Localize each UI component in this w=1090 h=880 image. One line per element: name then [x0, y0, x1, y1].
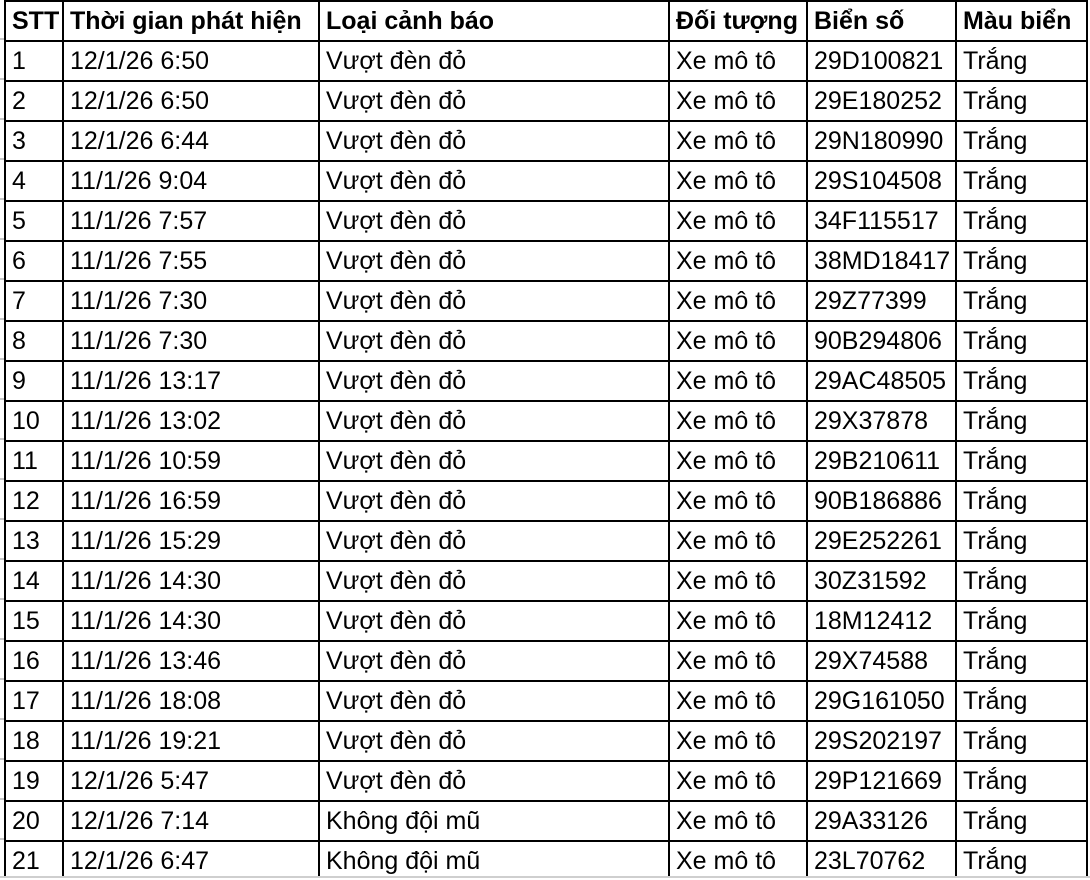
header-cell-warning_type[interactable]: Loại cảnh báo [319, 1, 669, 41]
cell-stt[interactable]: 17 [5, 681, 63, 721]
cell-object[interactable]: Xe mô tô [669, 441, 807, 481]
cell-plate[interactable]: 29B210611 [807, 441, 956, 481]
cell-stt[interactable]: 11 [5, 441, 63, 481]
cell-plate[interactable]: 29S104508 [807, 161, 956, 201]
cell-stt[interactable]: 15 [5, 601, 63, 641]
cell-plate[interactable]: 29A33126 [807, 801, 956, 841]
cell-warning_type[interactable]: Vượt đèn đỏ [319, 441, 669, 481]
cell-plate_color[interactable]: Trắng [956, 601, 1087, 641]
cell-detected_time[interactable]: 11/1/26 7:30 [63, 281, 319, 321]
cell-plate_color[interactable]: Trắng [956, 201, 1087, 241]
cell-stt[interactable]: 5 [5, 201, 63, 241]
cell-stt[interactable]: 1 [5, 41, 63, 81]
header-cell-plate[interactable]: Biển số [807, 1, 956, 41]
cell-warning_type[interactable]: Vượt đèn đỏ [319, 601, 669, 641]
cell-detected_time[interactable]: 11/1/26 13:02 [63, 401, 319, 441]
cell-object[interactable]: Xe mô tô [669, 841, 807, 880]
cell-warning_type[interactable]: Vượt đèn đỏ [319, 481, 669, 521]
cell-detected_time[interactable]: 11/1/26 7:57 [63, 201, 319, 241]
header-cell-object[interactable]: Đối tượng [669, 1, 807, 41]
cell-detected_time[interactable]: 11/1/26 7:30 [63, 321, 319, 361]
table-row [5, 761, 1087, 801]
cell-object[interactable]: Xe mô tô [669, 281, 807, 321]
cell-plate_color[interactable]: Trắng [956, 241, 1087, 281]
cell-detected_time[interactable]: 12/1/26 7:14 [63, 801, 319, 841]
cell-detected_time[interactable]: 11/1/26 15:29 [63, 521, 319, 561]
cell-plate[interactable]: 29S202197 [807, 721, 956, 761]
cell-object[interactable]: Xe mô tô [669, 361, 807, 401]
cell-plate[interactable]: 29Z77399 [807, 281, 956, 321]
cell-stt[interactable]: 19 [5, 761, 63, 801]
cell-detected_time[interactable]: 11/1/26 7:55 [63, 241, 319, 281]
cell-object[interactable]: Xe mô tô [669, 201, 807, 241]
cell-plate_color[interactable]: Trắng [956, 481, 1087, 521]
cell-stt[interactable]: 12 [5, 481, 63, 521]
cell-plate_color[interactable]: Trắng [956, 361, 1087, 401]
cell-plate[interactable]: 90B186886 [807, 481, 956, 521]
cell-plate_color[interactable]: Trắng [956, 521, 1087, 561]
cell-object[interactable]: Xe mô tô [669, 801, 807, 841]
cell-plate[interactable]: 18M12412 [807, 601, 956, 641]
cell-plate[interactable]: 29E252261 [807, 521, 956, 561]
cell-object[interactable]: Xe mô tô [669, 81, 807, 121]
cell-warning_type[interactable]: Vượt đèn đỏ [319, 161, 669, 201]
table-body [5, 41, 1087, 880]
cell-plate_color[interactable]: Trắng [956, 681, 1087, 721]
table-row [5, 601, 1087, 641]
cell-stt[interactable]: 18 [5, 721, 63, 761]
cell-detected_time[interactable]: 12/1/26 6:50 [63, 41, 319, 81]
cell-warning_type[interactable]: Vượt đèn đỏ [319, 721, 669, 761]
cell-warning_type[interactable]: Vượt đèn đỏ [319, 121, 669, 161]
header-row [5, 1, 1087, 41]
cell-object[interactable]: Xe mô tô [669, 41, 807, 81]
cell-plate_color[interactable]: Trắng [956, 401, 1087, 441]
table-row [5, 161, 1087, 201]
cell-warning_type[interactable]: Vượt đèn đỏ [319, 361, 669, 401]
cell-plate[interactable]: 29AC48505 [807, 361, 956, 401]
cell-plate_color[interactable]: Trắng [956, 81, 1087, 121]
cell-object[interactable]: Xe mô tô [669, 601, 807, 641]
cell-plate[interactable]: 29N180990 [807, 121, 956, 161]
cell-plate[interactable]: 29X74588 [807, 641, 956, 681]
cell-plate[interactable]: 34F115517 [807, 201, 956, 241]
cell-stt[interactable]: 9 [5, 361, 63, 401]
cell-object[interactable]: Xe mô tô [669, 761, 807, 801]
cell-stt[interactable]: 16 [5, 641, 63, 681]
cell-warning_type[interactable]: Vượt đèn đỏ [319, 241, 669, 281]
cell-plate_color[interactable]: Trắng [956, 41, 1087, 81]
cell-warning_type[interactable]: Vượt đèn đỏ [319, 521, 669, 561]
cell-warning_type[interactable]: Vượt đèn đỏ [319, 81, 669, 121]
cell-plate_color[interactable]: Trắng [956, 161, 1087, 201]
cell-plate_color[interactable]: Trắng [956, 801, 1087, 841]
cell-plate[interactable]: 29P121669 [807, 761, 956, 801]
cell-stt[interactable]: 10 [5, 401, 63, 441]
table-row [5, 321, 1087, 361]
cell-detected_time[interactable]: 12/1/26 6:44 [63, 121, 319, 161]
cell-object[interactable]: Xe mô tô [669, 161, 807, 201]
table-row [5, 281, 1087, 321]
cell-stt[interactable]: 7 [5, 281, 63, 321]
cell-plate_color[interactable]: Trắng [956, 761, 1087, 801]
cell-detected_time[interactable]: 11/1/26 18:08 [63, 681, 319, 721]
table-row [5, 841, 1087, 880]
cell-warning_type[interactable]: Không đội mũ [319, 841, 669, 880]
cell-warning_type[interactable]: Vượt đèn đỏ [319, 281, 669, 321]
table-row [5, 681, 1087, 721]
cell-detected_time[interactable]: 12/1/26 6:47 [63, 841, 319, 880]
cell-warning_type[interactable]: Vượt đèn đỏ [319, 401, 669, 441]
table-row [5, 801, 1087, 841]
table-row [5, 121, 1087, 161]
cell-object[interactable]: Xe mô tô [669, 561, 807, 601]
cell-detected_time[interactable]: 12/1/26 6:50 [63, 81, 319, 121]
cell-warning_type[interactable]: Vượt đèn đỏ [319, 681, 669, 721]
table-row [5, 721, 1087, 761]
cell-detected_time[interactable]: 11/1/26 13:17 [63, 361, 319, 401]
cell-warning_type[interactable]: Vượt đèn đỏ [319, 201, 669, 241]
cell-object[interactable]: Xe mô tô [669, 481, 807, 521]
cell-plate[interactable]: 90B294806 [807, 321, 956, 361]
table-row [5, 641, 1087, 681]
table-header [5, 1, 1087, 41]
cell-plate_color[interactable]: Trắng [956, 641, 1087, 681]
cell-detected_time[interactable]: 11/1/26 14:30 [63, 601, 319, 641]
cell-warning_type[interactable]: Vượt đèn đỏ [319, 641, 669, 681]
cell-plate[interactable]: 30Z31592 [807, 561, 956, 601]
table-row [5, 201, 1087, 241]
cell-plate[interactable]: 29X37878 [807, 401, 956, 441]
cell-object[interactable]: Xe mô tô [669, 401, 807, 441]
header-cell-detected_time[interactable]: Thời gian phát hiện [63, 1, 319, 41]
cell-warning_type[interactable]: Vượt đèn đỏ [319, 41, 669, 81]
cell-stt[interactable]: 21 [5, 841, 63, 880]
table-row [5, 481, 1087, 521]
cell-stt[interactable]: 3 [5, 121, 63, 161]
cell-detected_time[interactable]: 11/1/26 16:59 [63, 481, 319, 521]
cell-warning_type[interactable]: Không đội mũ [319, 801, 669, 841]
cell-stt[interactable]: 6 [5, 241, 63, 281]
table-row [5, 241, 1087, 281]
cell-stt[interactable]: 8 [5, 321, 63, 361]
cell-stt[interactable]: 20 [5, 801, 63, 841]
cell-detected_time[interactable]: 11/1/26 19:21 [63, 721, 319, 761]
cell-plate[interactable]: 29G161050 [807, 681, 956, 721]
cell-stt[interactable]: 13 [5, 521, 63, 561]
table-row [5, 561, 1087, 601]
cell-object[interactable]: Xe mô tô [669, 641, 807, 681]
table-row [5, 441, 1087, 481]
cell-plate_color[interactable]: Trắng [956, 321, 1087, 361]
table-row [5, 81, 1087, 121]
cell-plate[interactable]: 38MD18417 [807, 241, 956, 281]
cell-warning_type[interactable]: Vượt đèn đỏ [319, 321, 669, 361]
table-row [5, 401, 1087, 441]
cell-plate_color[interactable]: Trắng [956, 281, 1087, 321]
cell-detected_time[interactable]: 11/1/26 9:04 [63, 161, 319, 201]
cell-warning_type[interactable]: Vượt đèn đỏ [319, 561, 669, 601]
cell-warning_type[interactable]: Vượt đèn đỏ [319, 761, 669, 801]
header-cell-plate_color[interactable]: Màu biển [956, 1, 1087, 41]
cell-detected_time[interactable]: 12/1/26 5:47 [63, 761, 319, 801]
header-cell-stt[interactable]: STT [5, 1, 63, 41]
cell-plate[interactable]: 29E180252 [807, 81, 956, 121]
cell-stt[interactable]: 2 [5, 81, 63, 121]
cell-plate[interactable]: 23L70762 [807, 841, 956, 880]
table-row [5, 361, 1087, 401]
cell-plate_color[interactable]: Trắng [956, 121, 1087, 161]
table-row [5, 41, 1087, 81]
cell-object[interactable]: Xe mô tô [669, 721, 807, 761]
cell-stt[interactable]: 4 [5, 161, 63, 201]
cell-object[interactable]: Xe mô tô [669, 321, 807, 361]
cell-detected_time[interactable]: 11/1/26 13:46 [63, 641, 319, 681]
cell-object[interactable]: Xe mô tô [669, 681, 807, 721]
violations-table [4, 0, 1088, 880]
cell-plate[interactable]: 29D100821 [807, 41, 956, 81]
cell-object[interactable]: Xe mô tô [669, 521, 807, 561]
cell-detected_time[interactable]: 11/1/26 14:30 [63, 561, 319, 601]
cell-plate_color[interactable]: Trắng [956, 441, 1087, 481]
cell-plate_color[interactable]: Trắng [956, 561, 1087, 601]
table-row [5, 521, 1087, 561]
cell-plate_color[interactable]: Trắng [956, 721, 1087, 761]
cell-plate_color[interactable]: Trắng [956, 841, 1087, 880]
cell-object[interactable]: Xe mô tô [669, 121, 807, 161]
cell-object[interactable]: Xe mô tô [669, 241, 807, 281]
cell-detected_time[interactable]: 11/1/26 10:59 [63, 441, 319, 481]
cell-stt[interactable]: 14 [5, 561, 63, 601]
